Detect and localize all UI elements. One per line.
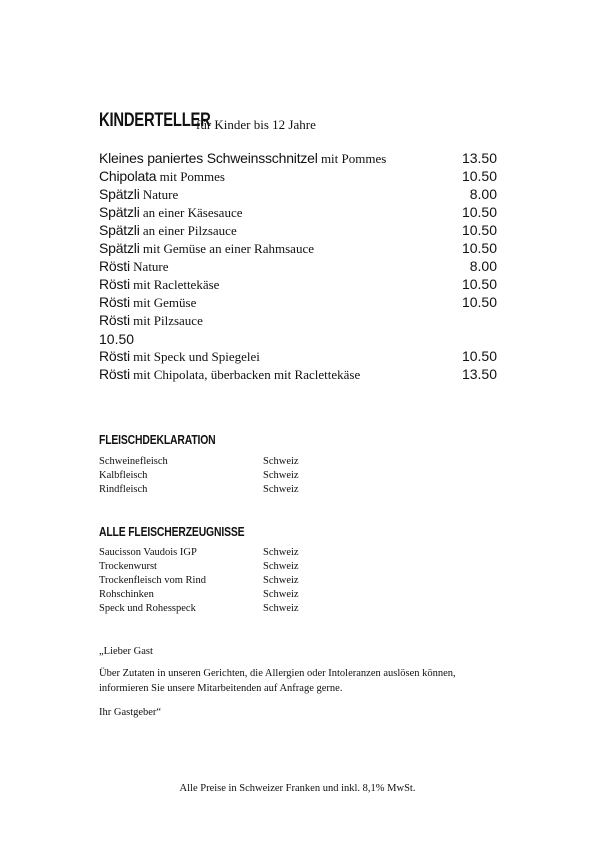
- menu-item-name: Rösti: [99, 312, 130, 328]
- menu-item-description: mit Pommes: [317, 151, 387, 166]
- menu-item-price: 10.50: [461, 240, 497, 256]
- menu-item-price: 10.50: [461, 276, 497, 292]
- menu-item-name: Rösti: [99, 366, 130, 382]
- menu-item-name: Kleines paniertes Schweinsschnitzel: [99, 150, 318, 166]
- meat-name: Saucisson Vaudois IGP: [99, 547, 197, 558]
- menu-item-price: 8.00: [469, 258, 497, 274]
- menu-item: [99, 239, 499, 257]
- meat-name: Trockenwurst: [99, 561, 157, 572]
- menu-item-description: mit Gemüse an einer Rahmsauce: [139, 241, 314, 256]
- origin-row: [99, 455, 319, 469]
- meat-country: Schweiz: [263, 603, 299, 614]
- menu-item-description: an einer Käsesauce: [139, 205, 243, 220]
- menu-item-price: 8.00: [469, 186, 497, 202]
- menu-item: [99, 185, 499, 203]
- menu-item-price: 10.50: [99, 331, 135, 347]
- menu-item: [99, 167, 499, 185]
- fleischerzeugnisse-table: [99, 546, 319, 616]
- origin-row: [99, 602, 319, 616]
- meat-name: Rohschinken: [99, 589, 154, 600]
- fleischerzeugnisse-title: ALLE FLEISCHERZEUGNISSE: [99, 524, 245, 539]
- meat-country: Schweiz: [263, 561, 299, 572]
- menu-item: [99, 293, 499, 311]
- origin-row: [99, 588, 319, 602]
- meat-country: Schweiz: [263, 575, 299, 586]
- menu-item-description: mit Pilzsauce: [129, 313, 203, 328]
- menu-item: [99, 311, 499, 347]
- meat-country: Schweiz: [263, 456, 299, 467]
- allergy-notice: [99, 644, 519, 720]
- fleischdeklaration-table: [99, 455, 319, 497]
- price-footer: Alle Preise in Schweizer Franken und inkl. 8,1% MwSt.: [179, 783, 416, 794]
- menu-item-description: Nature: [139, 187, 179, 202]
- menu-item-name: Chipolata: [99, 168, 157, 184]
- notice-line: informieren Sie unsere Mitarbeitenden auf Anfrage gerne.: [99, 683, 343, 694]
- meat-country: Schweiz: [263, 484, 299, 495]
- kinderteller-subtitle: für Kinder bis 12 Jahre: [196, 117, 316, 132]
- menu-item-description: mit Speck und Spiegelei: [129, 349, 260, 364]
- menu-item-name: Spätzli: [99, 186, 140, 202]
- menu-item-price: 13.50: [461, 150, 497, 166]
- kinderteller-title: KINDERTELLER: [99, 110, 211, 131]
- menu-item: [99, 221, 499, 239]
- menu-item: [99, 365, 499, 383]
- meat-country: Schweiz: [263, 470, 299, 481]
- meat-name: Schweinefleisch: [99, 456, 168, 467]
- origin-row: [99, 560, 319, 574]
- meat-name: Trockenfleisch vom Rind: [99, 575, 206, 586]
- menu-item-price: 10.50: [461, 348, 497, 364]
- menu-item: [99, 347, 499, 365]
- menu-item-price: 10.50: [461, 168, 497, 184]
- origin-row: [99, 483, 319, 497]
- menu-item-description: an einer Pilzsauce: [139, 223, 237, 238]
- origin-row: [99, 469, 319, 483]
- menu-item-name: Rösti: [99, 258, 130, 274]
- menu-item-name: Spätzli: [99, 222, 140, 238]
- menu-item-description: mit Pommes: [156, 169, 225, 184]
- notice-signoff: Ihr Gastgeber“: [99, 707, 162, 718]
- menu-item-name: Spätzli: [99, 240, 140, 256]
- menu-item-description: Nature: [129, 259, 169, 274]
- menu-item-description: mit Gemüse: [129, 295, 197, 310]
- meat-name: Kalbfleisch: [99, 470, 148, 481]
- meat-country: Schweiz: [263, 589, 299, 600]
- meat-name: Rindfleisch: [99, 484, 148, 495]
- menu-item-price: 10.50: [461, 294, 497, 310]
- menu-item: [99, 203, 499, 221]
- menu-item-name: Rösti: [99, 348, 130, 364]
- menu-item: [99, 257, 499, 275]
- menu-item-name: Rösti: [99, 294, 130, 310]
- menu-item: [99, 149, 499, 167]
- fleischdeklaration-title: FLEISCHDEKLARATION: [99, 432, 216, 447]
- menu-item-description: mit Chipolata, überbacken mit Raclettekäse: [129, 367, 361, 382]
- origin-row: [99, 546, 319, 560]
- kinderteller-menu-list: [99, 149, 499, 383]
- menu-item: [99, 275, 499, 293]
- meat-country: Schweiz: [263, 547, 299, 558]
- menu-item-price: 10.50: [461, 222, 497, 238]
- notice-line: Über Zutaten in unseren Gerichten, die Allergien oder Intoleranzen auslösen können,: [99, 668, 456, 679]
- menu-item-price: 13.50: [461, 366, 497, 382]
- menu-item-name: Spätzli: [99, 204, 140, 220]
- origin-row: [99, 574, 319, 588]
- menu-item-description: mit Raclettekäse: [129, 277, 220, 292]
- notice-greeting: „Lieber Gast: [99, 646, 153, 657]
- meat-name: Speck und Rohesspeck: [99, 603, 196, 614]
- menu-item-price: 10.50: [461, 204, 497, 220]
- menu-item-name: Rösti: [99, 276, 130, 292]
